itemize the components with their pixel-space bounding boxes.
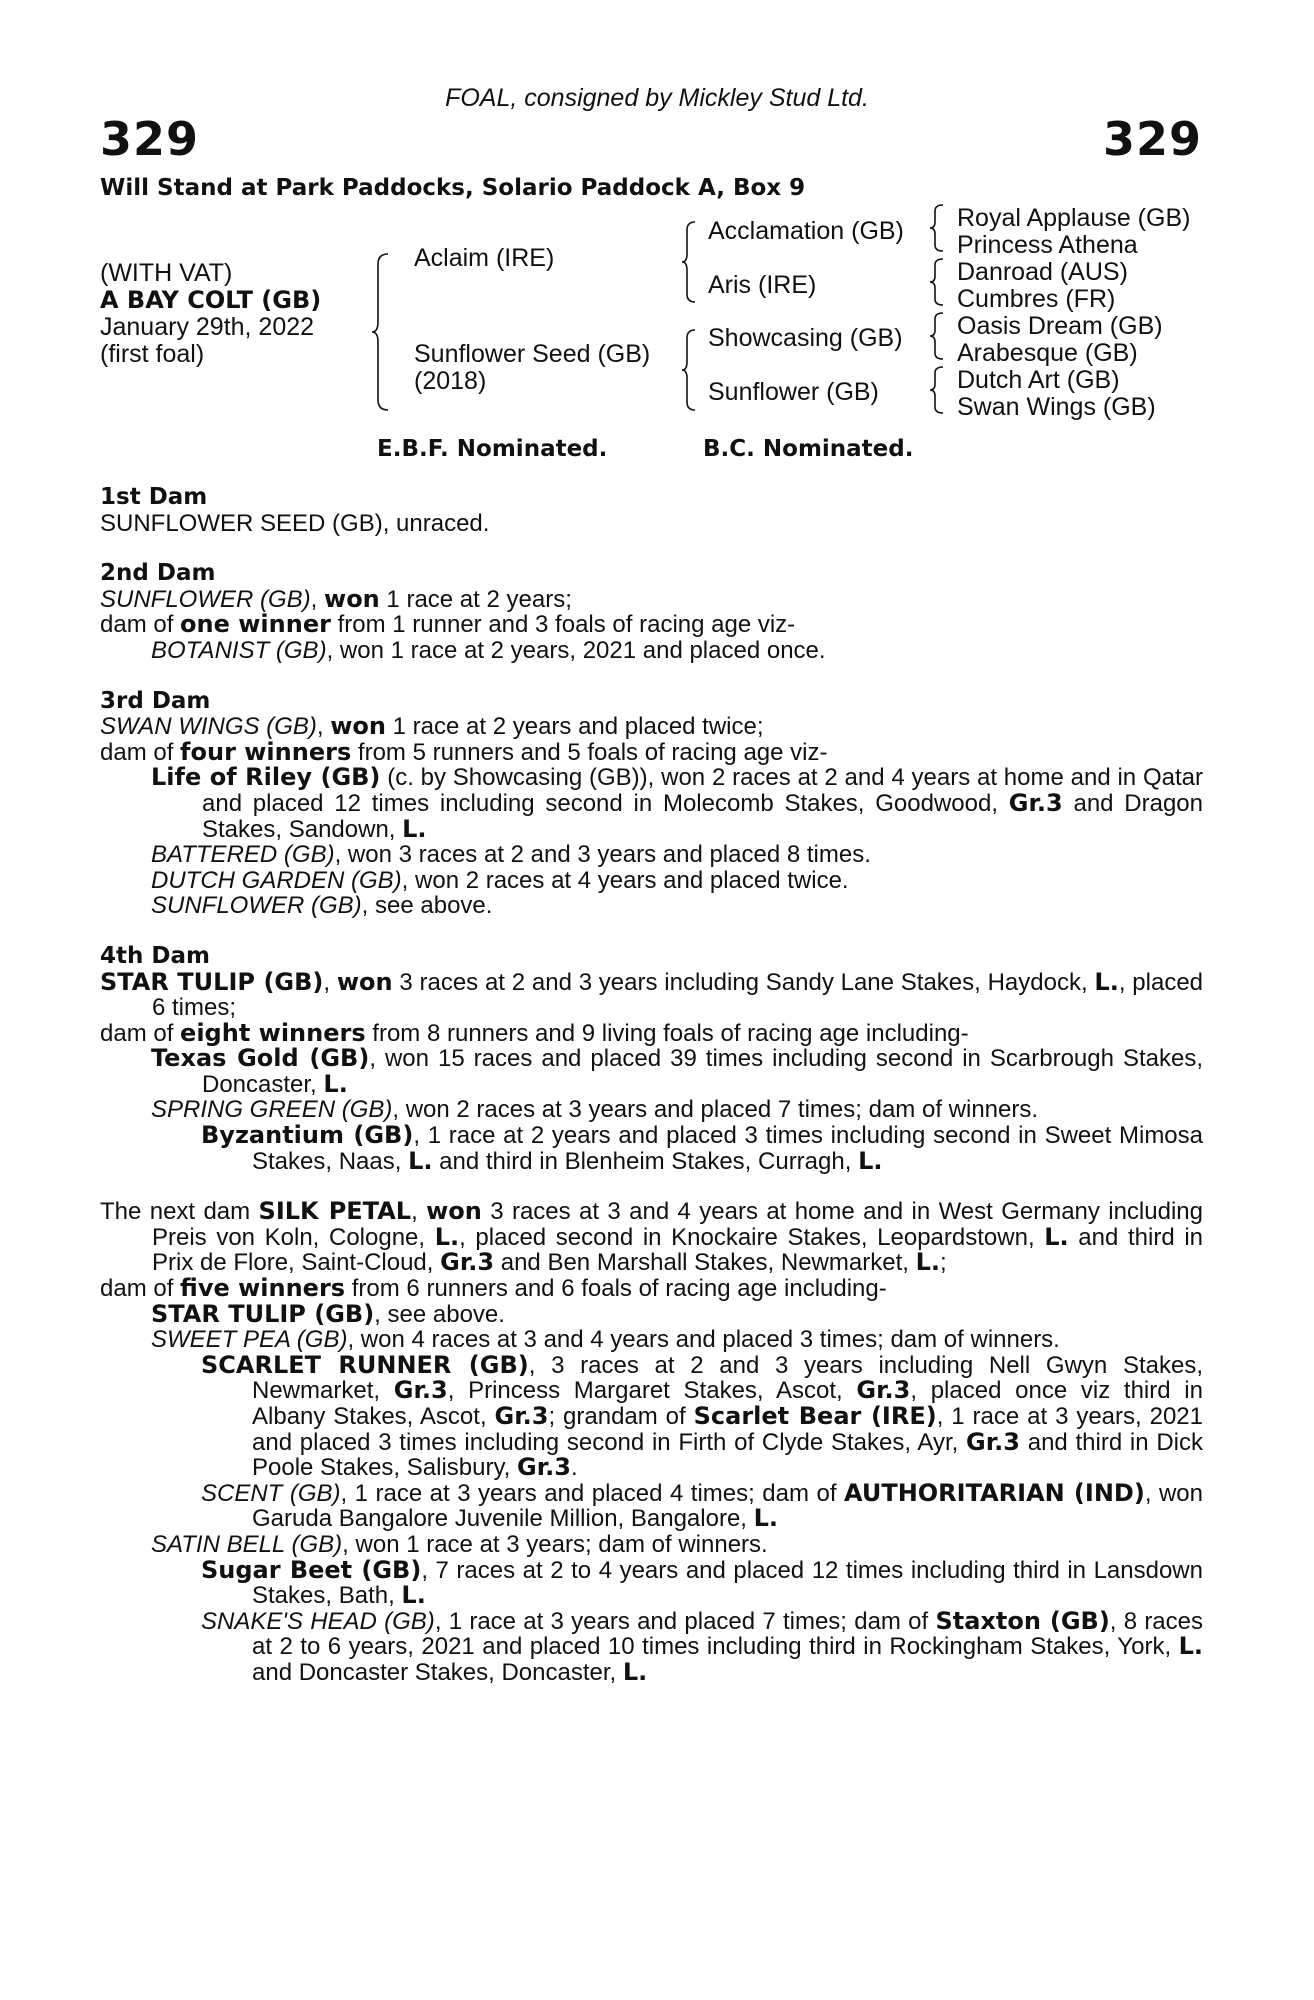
dam5-progeny-2: SWEET PEA (GB), won 4 races at 3 and 4 years and placed 3 times; dam of winners. bbox=[151, 1326, 1060, 1354]
dam3-progeny-3: DUTCH GARDEN (GB), won 2 races at 4 years and placed twice. bbox=[151, 866, 849, 894]
pedigree-brace-2a bbox=[680, 220, 698, 304]
pedigree-gen3-7: Dutch Art (GB) bbox=[957, 366, 1120, 394]
dam5-grandprogeny-4: SNAKE'S HEAD (GB), 1 race at 3 years and placed 7 times; dam of Staxton (GB), 8 races at 2 to 6 years, 2021 and placed 10 times including third in Rockingham Stakes, York, L. and Doncaster Stakes, Doncaster, L. bbox=[201, 1606, 1204, 1686]
dam4-grandprogeny-1: Byzantium (GB), 1 race at 2 years and placed 3 times including second in Sweet Mimosa Stakes, Naas, L. and third in Blenheim Stakes, Curragh, L. bbox=[201, 1121, 1204, 1175]
dam2-heading: 2nd Dam bbox=[100, 560, 216, 587]
lot-number-left: 329 bbox=[100, 112, 200, 166]
horse-note: (first foal) bbox=[100, 340, 205, 368]
dam2-produce: dam of one winner from 1 runner and 3 foals of racing age viz- bbox=[100, 610, 796, 639]
produce-record bbox=[100, 485, 1203, 1686]
dam5-record: The next dam SILK PETAL, won 3 races at 3 and 4 years at home and in West Germany including Preis von Koln, Cologne, L., placed second in Knockaire Stakes, Leopardstown, L. and third in Prix de Flore, Saint-Cloud, Gr.3 and Ben Marshall Stakes, Newmarket, L.; bbox=[100, 1197, 1203, 1277]
pedigree-gen3-8: Swan Wings (GB) bbox=[957, 393, 1156, 421]
dam4-record: STAR TULIP (GB), won 3 races at 2 and 3 years including Sandy Lane Stakes, Haydock, L., placed 6 times; bbox=[100, 967, 1204, 1022]
dam3-heading: 3rd Dam bbox=[100, 687, 211, 714]
pedigree-dam-year: (2018) bbox=[414, 367, 487, 395]
pedigree-brace-3a bbox=[928, 203, 946, 253]
dam5-progeny-1: STAR TULIP (GB), see above. bbox=[151, 1299, 505, 1328]
pedigree-gen3-1: Royal Applause (GB) bbox=[957, 204, 1191, 232]
stand-location: Will Stand at Park Paddocks, Solario Paddock A, Box 9 bbox=[100, 175, 806, 201]
pedigree-brace-3b bbox=[928, 257, 946, 307]
pedigree-brace-2b bbox=[680, 328, 698, 412]
dam3-produce: dam of four winners from 5 runners and 5 foals of racing age viz- bbox=[100, 737, 828, 766]
dam4-heading: 4th Dam bbox=[100, 942, 210, 969]
pedigree-gen3-2: Princess Athena bbox=[957, 231, 1138, 259]
pedigree-gen3-3: Danroad (AUS) bbox=[957, 258, 1128, 286]
pedigree-dam: Sunflower Seed (GB) bbox=[414, 340, 651, 368]
dam5-grandprogeny-1: SCARLET RUNNER (GB), 3 races at 2 and 3 years including Nell Gwyn Stakes, Newmarket, Gr.3, Princess Margaret Stakes, Ascot, Gr.3, placed once viz third in Albany Stakes, Ascot, Gr.3; grandam of Scarlet Bear (IRE), 1 race at 3 years, 2021 and placed 3 times including second in Firth of Clyde Stakes, Ayr, Gr.3 and third in Dick Poole Stakes, Salisbury, Gr.3. bbox=[201, 1350, 1203, 1482]
pedigree-sire-dam: Aris (IRE) bbox=[708, 271, 817, 299]
dam4-progeny-1: Texas Gold (GB), won 15 races and placed 39 times including second in Scarbrough Stakes, Doncaster, L. bbox=[151, 1044, 1203, 1098]
pedigree-dam-sire: Showcasing (GB) bbox=[708, 324, 903, 352]
dam3-progeny-1: Life of Riley (GB) (c. by Showcasing (GB)), won 2 races at 2 and 4 years at home and in Qatar and placed 12 times including second in Molecomb Stakes, Goodwood, Gr.3 and Dragon Stakes, Sandown, L. bbox=[151, 763, 1203, 843]
dam5-grandprogeny-2: SCENT (GB), 1 race at 3 years and placed 4 times; dam of AUTHORITARIAN (IND), won Garuda Bangalore Juvenile Million, Bangalore, L. bbox=[201, 1478, 1204, 1533]
dam2-record: SUNFLOWER (GB), won 1 race at 2 years; bbox=[100, 584, 572, 613]
dam4-progeny-2: SPRING GREEN (GB), won 2 races at 3 years and placed 7 times; dam of winners. bbox=[151, 1096, 1039, 1124]
dam3-progeny-2: BATTERED (GB), won 3 races at 2 and 3 years and placed 8 times. bbox=[151, 841, 871, 869]
ebf-nomination: E.B.F. Nominated. bbox=[377, 436, 608, 462]
pedigree-gen3-5: Oasis Dream (GB) bbox=[957, 312, 1163, 340]
dam5-produce: dam of five winners from 6 runners and 6 foals of racing age including- bbox=[100, 1274, 887, 1303]
pedigree-sire-sire: Acclamation (GB) bbox=[708, 217, 904, 245]
pedigree-dam-dam: Sunflower (GB) bbox=[708, 378, 879, 406]
dam5-progeny-3: SATIN BELL (GB), won 1 race at 3 years; dam of winners. bbox=[151, 1530, 768, 1558]
dam5-grandprogeny-3: Sugar Beet (GB), 7 races at 2 to 4 years and placed 12 times including third in Lansdown Stakes, Bath, L. bbox=[201, 1555, 1203, 1610]
dam3-progeny-4: SUNFLOWER (GB), see above. bbox=[151, 892, 493, 920]
pedigree-brace-3d bbox=[928, 365, 946, 415]
consignment-line: FOAL, consigned by Mickley Stud Ltd. bbox=[445, 84, 869, 112]
dam4-produce: dam of eight winners from 8 runners and 9 living foals of racing age including- bbox=[100, 1018, 969, 1047]
bc-nomination: B.C. Nominated. bbox=[703, 436, 914, 462]
pedigree-gen3-4: Cumbres (FR) bbox=[957, 285, 1116, 313]
dam1-text: SUNFLOWER SEED (GB), unraced. bbox=[100, 509, 490, 537]
horse-dob: January 29th, 2022 bbox=[100, 313, 315, 341]
lot-number-right: 329 bbox=[1102, 112, 1202, 166]
dam2-progeny-1: BOTANIST (GB), won 1 race at 2 years, 2021 and placed once. bbox=[151, 636, 826, 664]
pedigree-brace-1 bbox=[370, 252, 392, 412]
dam1-heading: 1st Dam bbox=[100, 484, 208, 510]
pedigree-gen3-6: Arabesque (GB) bbox=[957, 339, 1138, 367]
pedigree-sire: Aclaim (IRE) bbox=[414, 244, 555, 272]
dam3-record: SWAN WINGS (GB), won 1 race at 2 years and placed twice; bbox=[100, 712, 764, 741]
horse-name: A BAY COLT (GB) bbox=[100, 286, 322, 314]
horse-vat: (WITH VAT) bbox=[100, 259, 233, 287]
pedigree-brace-3c bbox=[928, 311, 946, 361]
